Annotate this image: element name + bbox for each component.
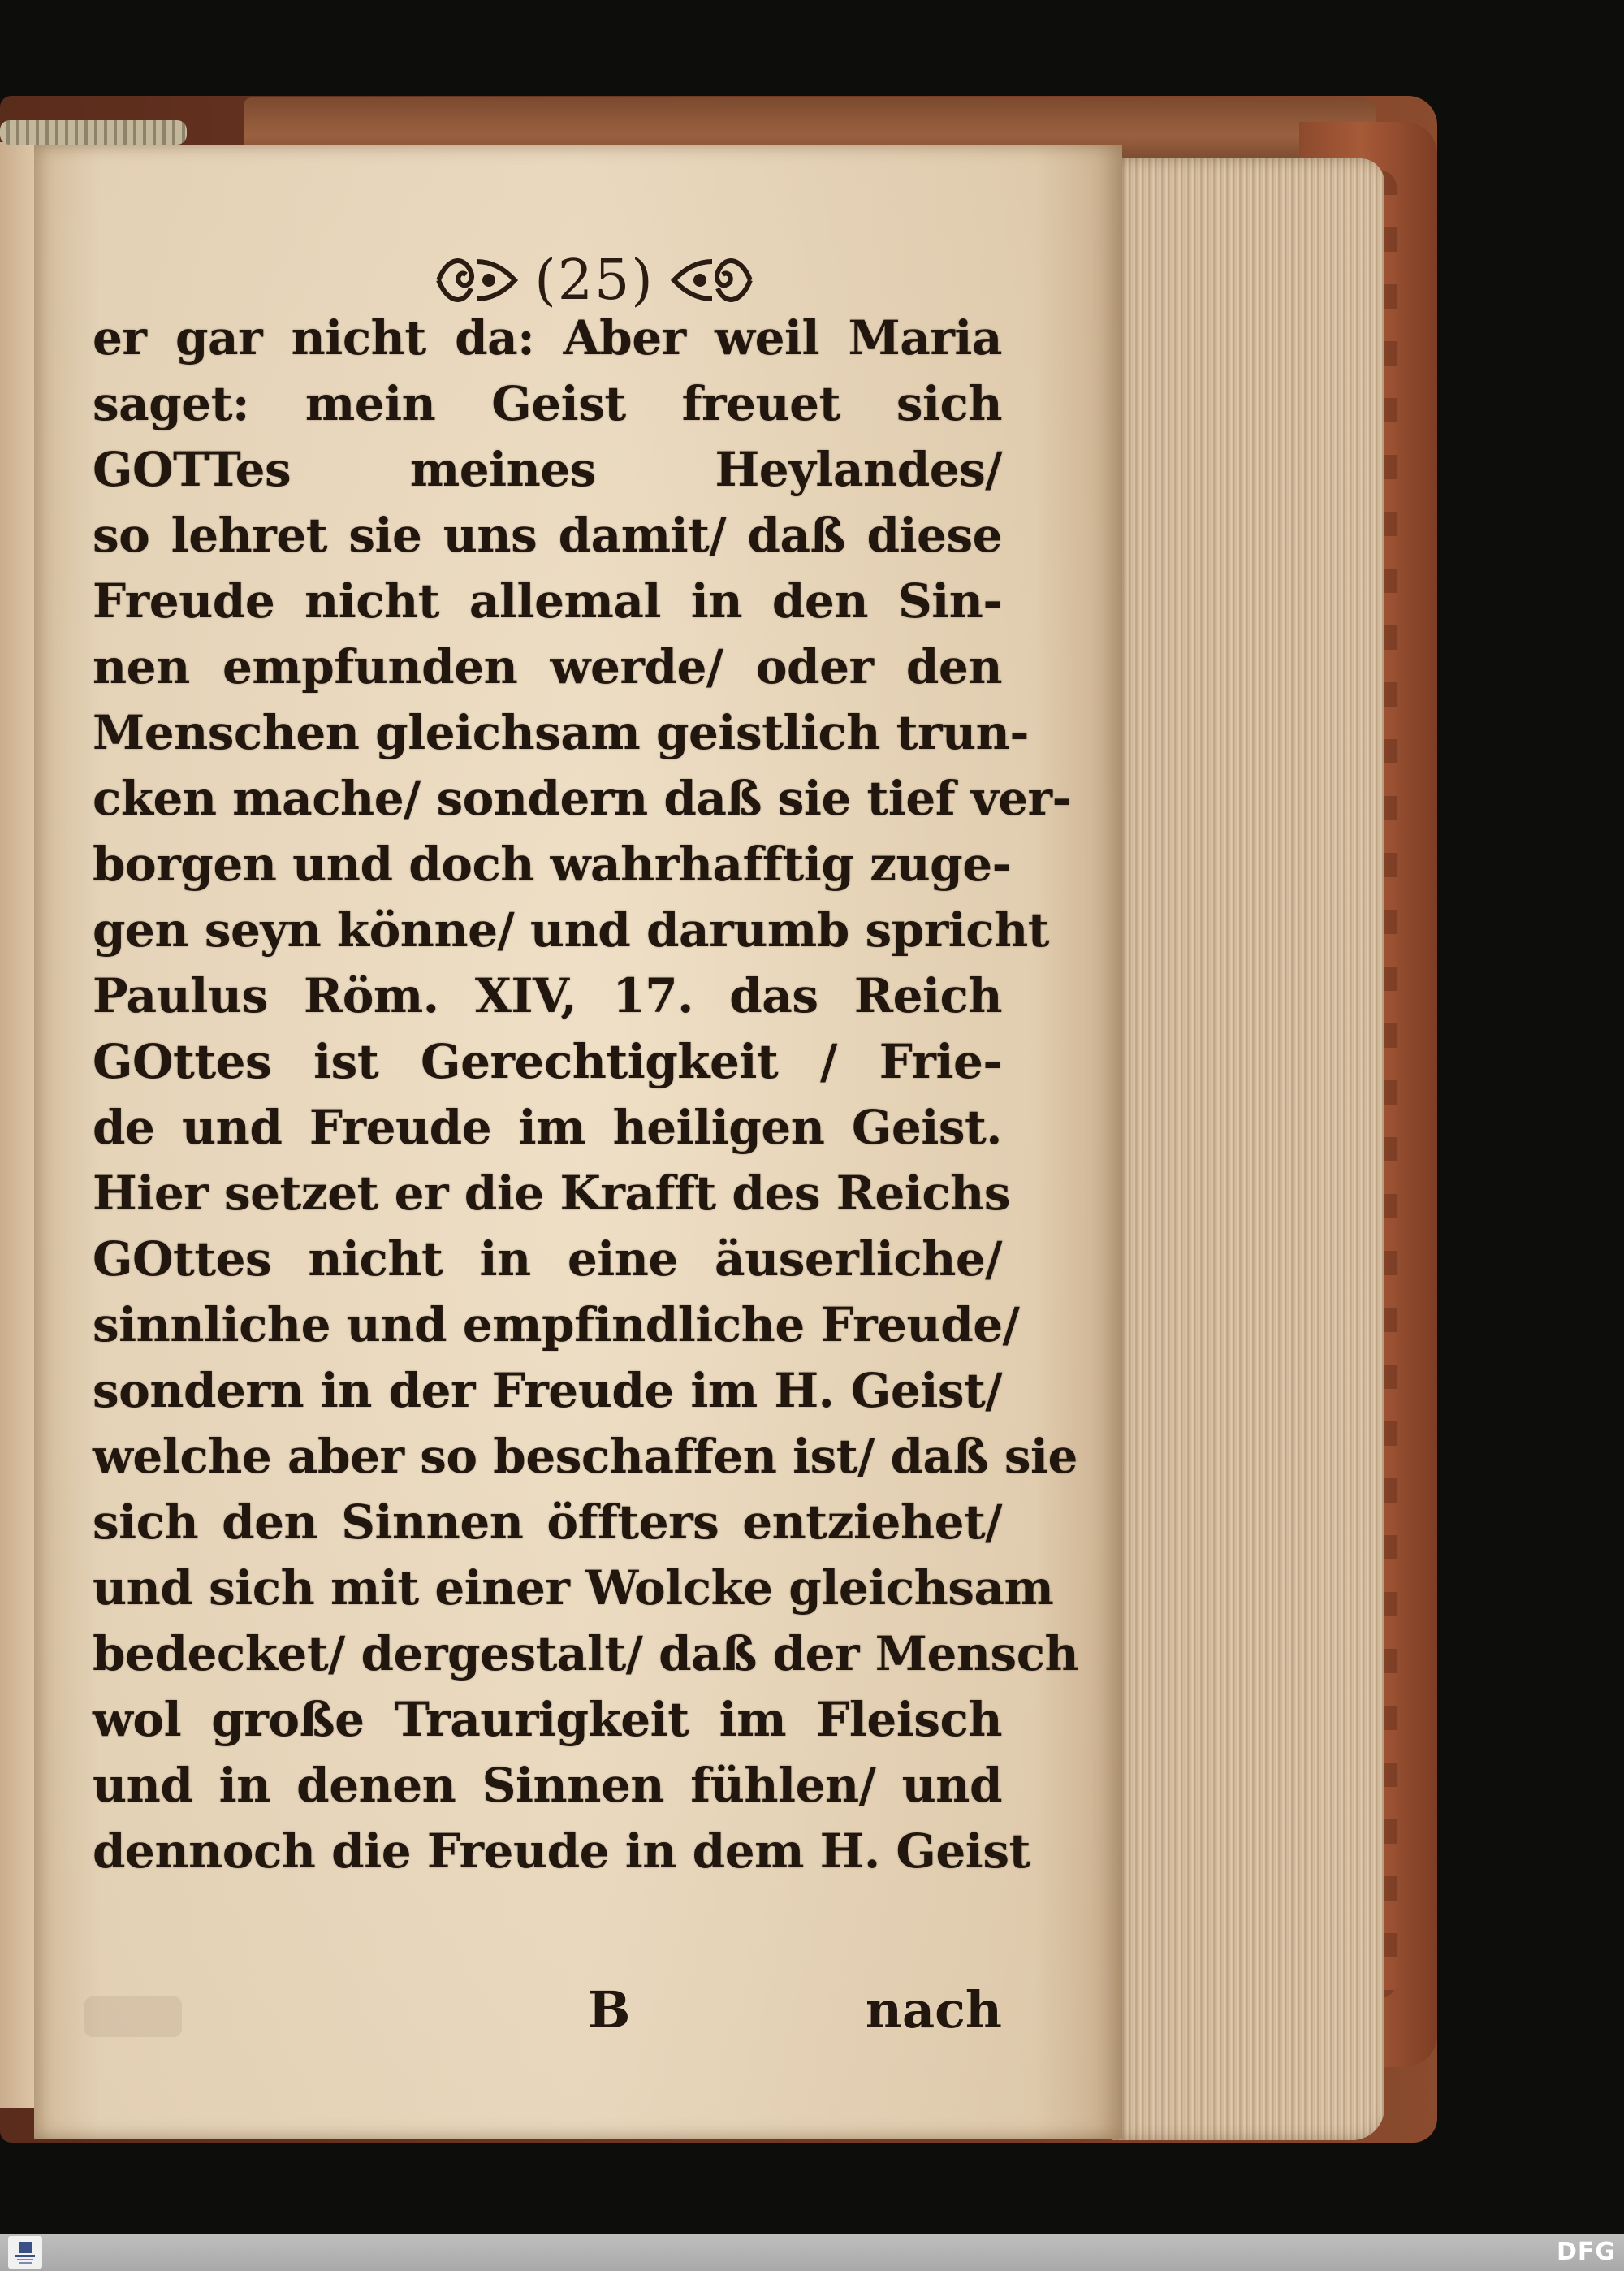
text-line: nen empfunden werde/ oder den xyxy=(93,639,1002,694)
text-line: borgen und doch wahrhafftig zuge- xyxy=(93,837,1012,892)
text-line: gen seyn könne/ und darumb spricht xyxy=(93,902,1050,958)
catchword: nach xyxy=(865,1980,1002,2040)
dfg-logo: DFG xyxy=(1556,2238,1616,2266)
text-line: sich den Sinnen öffters entziehet/ xyxy=(93,1495,1002,1550)
library-logo-icon xyxy=(8,2236,42,2269)
text-line: cken mache/ sondern daß sie tief ver- xyxy=(93,771,1072,826)
text-line: de und Freude im heiligen Geist. xyxy=(93,1100,1002,1155)
spine-headband xyxy=(0,120,187,145)
text-line: saget: mein Geist freuet sich xyxy=(93,376,1002,431)
text-line: welche aber so beschaffen ist/ daß sie xyxy=(93,1429,1078,1484)
text-line: er gar nicht da: Aber weil Maria xyxy=(93,310,1002,366)
book-page xyxy=(34,145,1122,2139)
text-line: Menschen gleichsam geistlich trun- xyxy=(93,705,1029,760)
text-line: sondern in der Freude im H. Geist/ xyxy=(93,1363,1002,1418)
viewer-footer-bar xyxy=(0,2234,1624,2271)
text-line: bedecket/ dergestalt/ daß der Mensch xyxy=(93,1626,1079,1681)
text-line: wol große Traurigkeit im Fleisch xyxy=(93,1692,1002,1747)
text-line: Paulus Röm. XIV, 17. das Reich xyxy=(93,968,1002,1023)
page-number: (25) xyxy=(534,248,654,313)
text-line: Hier setzet er die Krafft des Reichs xyxy=(93,1166,1010,1221)
text-line: GOTTes meines Heylandes/ xyxy=(93,442,1002,497)
fleuron-ornament-icon xyxy=(432,252,521,309)
text-line: und in denen Sinnen fühlen/ und xyxy=(93,1758,1002,1813)
signature-mark: B xyxy=(588,1980,631,2040)
text-line: so lehret sie uns damit/ daß diese xyxy=(93,508,1002,563)
text-line: und sich mit einer Wolcke gleichsam xyxy=(93,1560,1054,1616)
text-line: Freude nicht allemal in den Sin- xyxy=(93,573,1002,629)
fleuron-ornament-icon xyxy=(667,252,757,309)
page-footer-row xyxy=(93,1980,1002,2053)
text-line: GOttes nicht in eine äuserliche/ xyxy=(93,1231,1002,1287)
page-stack-edges xyxy=(1112,158,1384,2140)
body-text xyxy=(93,305,1079,1884)
text-line: GOttes ist Gerechtigkeit / Frie- xyxy=(93,1034,1002,1089)
text-line: dennoch die Freude in dem H. Geist xyxy=(93,1823,1030,1879)
text-line: sinnliche und empfindliche Freude/ xyxy=(93,1297,1020,1352)
library-logo-icon xyxy=(14,2240,37,2265)
